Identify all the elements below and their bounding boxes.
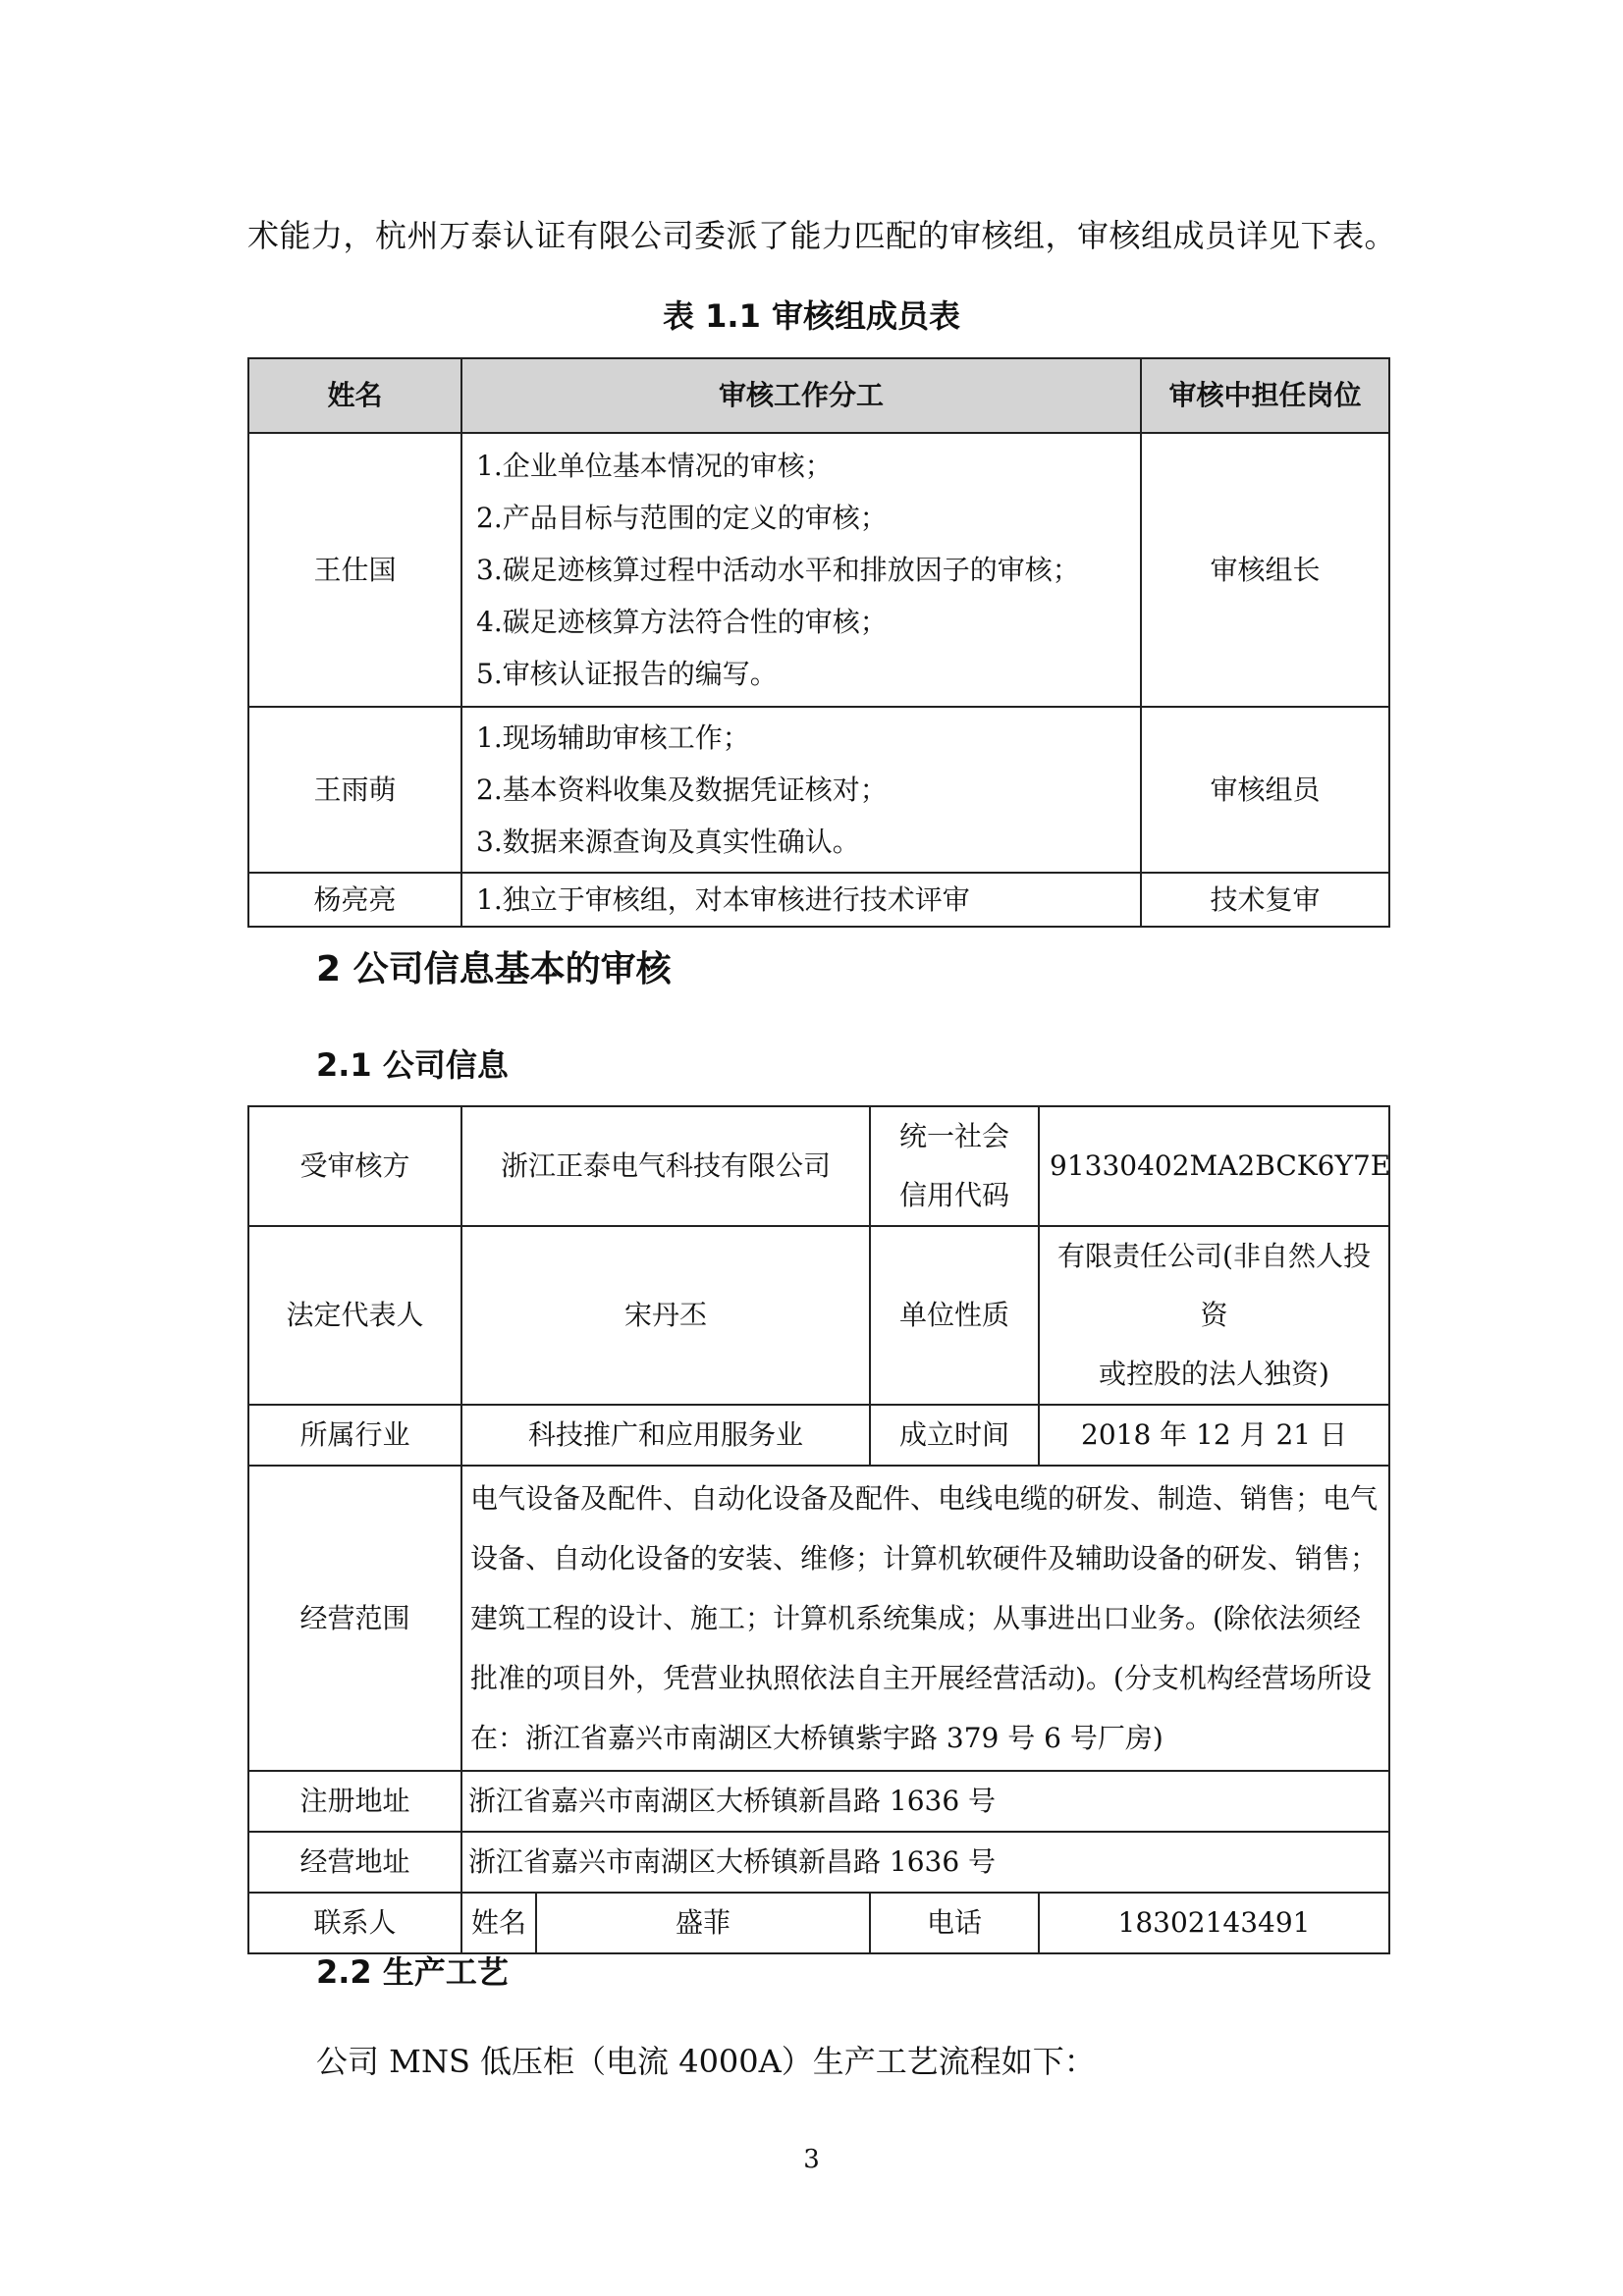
member-tasks [461, 707, 1141, 873]
table-caption: 表 1.1 审核组成员表 [663, 297, 960, 335]
nature-value-line: 有限责任公司(非自然人投资 [1057, 1240, 1371, 1331]
table-row [248, 1405, 1389, 1466]
task-item: 4.碳足迹核算方法符合性的审核； [476, 606, 888, 638]
table-row [248, 1832, 1389, 1893]
table-row [248, 873, 1389, 927]
member-name: 杨亮亮 [248, 873, 461, 927]
table-row [248, 1893, 1389, 1953]
industry-label: 所属行业 [248, 1405, 461, 1466]
task-item: 1.企业单位基本情况的审核； [476, 450, 833, 482]
scope-label: 经营范围 [248, 1466, 461, 1771]
header-tasks: 审核工作分工 [461, 358, 1141, 433]
task-item: 1.现场辅助审核工作； [476, 721, 750, 754]
reg-address-label: 注册地址 [248, 1771, 461, 1832]
process-paragraph: 公司 MNS 低压柜（电流 4000A）生产工艺流程如下： [316, 2043, 1096, 2080]
table-row [248, 1466, 1389, 1771]
section-2-1-heading: 2.1 公司信息 [316, 1046, 509, 1084]
table-row [248, 433, 1389, 707]
auditee-label: 受审核方 [248, 1106, 461, 1226]
member-role: 技术复审 [1141, 873, 1389, 927]
contact-phone-value: 18302143491 [1039, 1893, 1389, 1953]
member-role: 审核组员 [1141, 707, 1389, 873]
table-row [248, 1226, 1389, 1405]
nature-label: 单位性质 [870, 1226, 1039, 1405]
table-row [248, 1771, 1389, 1832]
task-item: 3.数据来源查询及真实性确认。 [476, 826, 860, 858]
table-row [248, 1106, 1389, 1226]
credit-code-label-line: 信用代码 [899, 1179, 1010, 1211]
contact-name-value: 盛菲 [536, 1893, 870, 1953]
member-role: 审核组长 [1141, 433, 1389, 707]
contact-phone-label: 电话 [870, 1893, 1039, 1953]
member-name: 王雨萌 [248, 707, 461, 873]
member-tasks [461, 873, 1141, 927]
legal-rep-label: 法定代表人 [248, 1226, 461, 1405]
page-number: 3 [803, 2145, 820, 2174]
member-name: 王仕国 [248, 433, 461, 707]
nature-value [1039, 1226, 1389, 1405]
company-info-table [247, 1105, 1390, 1954]
task-item: 5.审核认证报告的编写。 [476, 658, 778, 690]
industry-value: 科技推广和应用服务业 [461, 1405, 870, 1466]
section-2-2-heading: 2.2 生产工艺 [316, 1953, 509, 1991]
auditee-value: 浙江正泰电气科技有限公司 [461, 1106, 870, 1226]
task-item: 1.独立于审核组，对本审核进行技术评审 [476, 883, 970, 916]
nature-value-line: 或控股的法人独资) [1099, 1358, 1329, 1390]
header-name: 姓名 [248, 358, 461, 433]
founded-value: 2018 年 12 月 21 日 [1039, 1405, 1389, 1466]
task-item: 2.基本资料收集及数据凭证核对； [476, 774, 888, 806]
member-tasks [461, 433, 1141, 707]
header-role: 审核中担任岗位 [1141, 358, 1389, 433]
contact-name-label: 姓名 [461, 1893, 536, 1953]
legal-rep-value: 宋丹丕 [461, 1226, 870, 1405]
biz-address-value: 浙江省嘉兴市南湖区大桥镇新昌路 1636 号 [461, 1832, 1389, 1893]
credit-code-label-line: 统一社会 [899, 1120, 1010, 1152]
credit-code-value: 91330402MA2BCK6Y7E [1039, 1106, 1389, 1226]
founded-label: 成立时间 [870, 1405, 1039, 1466]
credit-code-label [870, 1106, 1039, 1226]
table-header-row [248, 358, 1389, 433]
reg-address-value: 浙江省嘉兴市南湖区大桥镇新昌路 1636 号 [461, 1771, 1389, 1832]
table-row [248, 707, 1389, 873]
biz-address-label: 经营地址 [248, 1832, 461, 1893]
section-2-heading: 2 公司信息基本的审核 [316, 949, 672, 989]
scope-value: 电气设备及配件、自动化设备及配件、电线电缆的研发、制造、销售；电气设备、自动化设备的安装、维修；计算机软硬件及辅助设备的研发、销售；建筑工程的设计、施工；计算机系统集成；从事进出口业务。(除依法须经批准的项目外，凭营业执照依法自主开展经营活动)。(分支机构经营场所设在：浙江省嘉兴市南湖区大桥镇紫宇路 379 号 6 号厂房) [461, 1466, 1389, 1771]
intro-paragraph: 术能力，杭州万泰认证有限公司委派了能力匹配的审核组，审核组成员详见下表。 [247, 217, 1397, 254]
contact-label: 联系人 [248, 1893, 461, 1953]
audit-team-table [247, 357, 1390, 928]
task-item: 3.碳足迹核算过程中活动水平和排放因子的审核； [476, 554, 1080, 586]
task-item: 2.产品目标与范围的定义的审核； [476, 502, 888, 534]
